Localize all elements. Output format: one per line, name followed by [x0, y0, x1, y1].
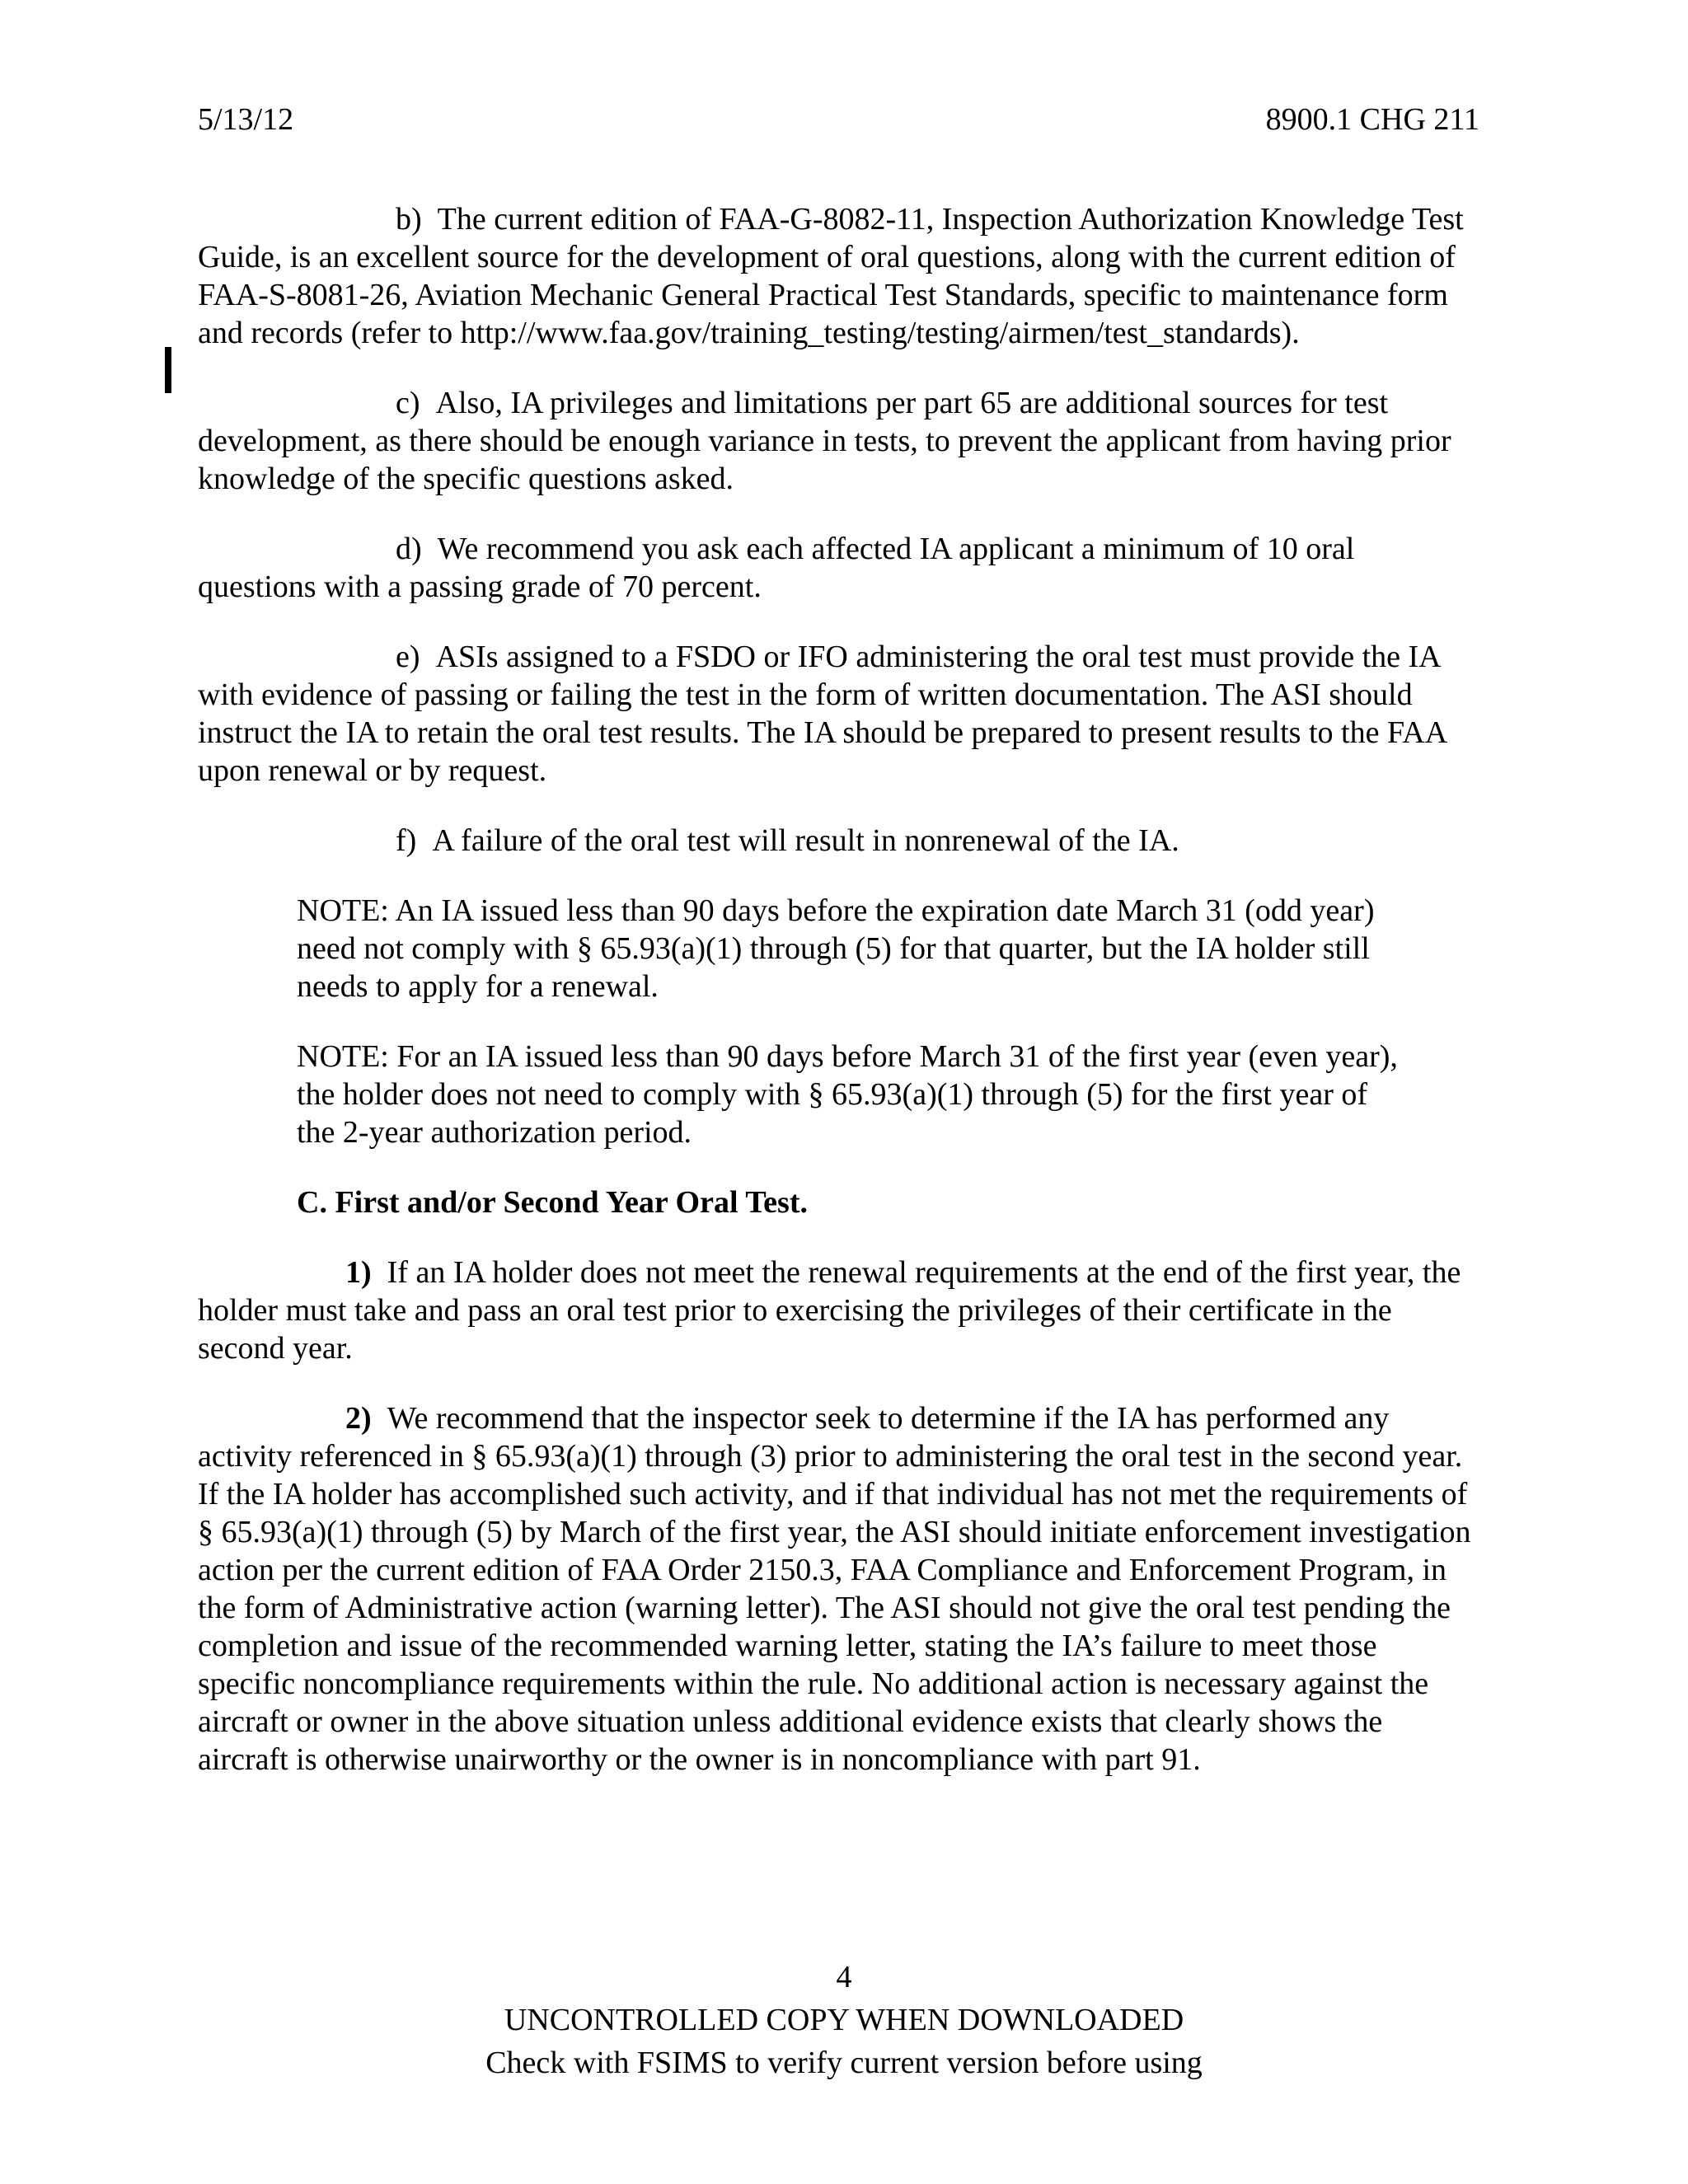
- paragraph-b-label: b): [396, 202, 422, 237]
- paragraph-e: [198, 638, 1480, 790]
- paragraph-b-tail: ).: [1281, 316, 1300, 350]
- header-date: 5/13/12: [198, 102, 294, 137]
- paragraph-c-text: Also, IA privileges and limitations per part 65 are additional sources for test development, as there should be enough variance in tests, to prevent the applicant from having prior knowledge of the specific questions asked.: [198, 386, 1451, 496]
- paragraph-d: [198, 530, 1480, 606]
- section-c-item-2-label: 2): [345, 1401, 372, 1436]
- section-c-item-1-text: If an IA holder does not meet the renewal requirements at the end of the first year, the holder must take and pass an oral test prior to exercising the privileges of their certificate in the second year.: [198, 1255, 1461, 1366]
- section-c-item-1: [198, 1254, 1480, 1367]
- paragraph-f-text: A failure of the oral test will result in nonrenewal of the IA.: [432, 823, 1179, 858]
- paragraph-c-label: c): [396, 386, 420, 420]
- section-c-heading: C. First and/or Second Year Oral Test.: [297, 1185, 808, 1220]
- revision-change-bar: [165, 347, 171, 393]
- paragraph-d-label: d): [396, 532, 422, 566]
- paragraph-b: [198, 200, 1480, 352]
- test-standards-link[interactable]: http://www.faa.gov/training_testing/testing/airmen/test_standards: [460, 316, 1282, 350]
- note-even-year: NOTE: For an IA issued less than 90 days before March 31 of the first year (even year), the holder does not need to comply with § 65.93(a)(1) through (5) for the first year of the 2-year authorization period.: [297, 1039, 1398, 1150]
- note-odd-year: NOTE: An IA issued less than 90 days before the expiration date March 31 (odd year) need not comply with § 65.93(a)(1) through (5) for that quarter, but the IA holder still needs to apply for a renewal.: [297, 893, 1375, 1004]
- fsims-verify-notice: Check with FSIMS to verify current version before using: [485, 2046, 1203, 2080]
- section-c-item-1-label: 1): [345, 1255, 372, 1290]
- section-c-item-2: [198, 1399, 1480, 1779]
- uncontrolled-copy-notice: UNCONTROLLED COPY WHEN DOWNLOADED: [504, 2003, 1184, 2037]
- paragraph-f: [198, 822, 1480, 860]
- section-c-item-2-text: We recommend that the inspector seek to determine if the IA has performed any activity referenced in § 65.93(a)(1) through (3) prior to administering the oral test in the second year. If the IA holder has accomplished such activity, and if that individual has not met the requirements of § 65.93(a)(1) through (5) by March of the first year, the ASI should initiate enforcement investigation action per the current edition of FAA Order 2150.3, FAA Compliance and Enforcement Program, in the form of Administrative action (warning letter). The ASI should not give the oral test pending the completion and issue of the recommended warning letter, stating the IA’s failure to meet those specific noncompliance requirements within the rule. No additional action is necessary against the aircraft or owner in the above situation unless additional evidence exists that clearly shows the aircraft is otherwise unairworthy or the owner is in noncompliance with part 91.: [198, 1401, 1471, 1777]
- paragraph-e-label: e): [396, 640, 420, 674]
- paragraph-c: [198, 384, 1480, 498]
- paragraph-f-label: f): [396, 823, 417, 858]
- paragraph-d-text: We recommend you ask each affected IA applicant a minimum of 10 oral questions with a passing grade of 70 percent.: [198, 532, 1355, 604]
- page-number: 4: [836, 1960, 852, 1994]
- paragraph-b-text: The current edition of FAA-G-8082-11, Inspection Authorization Knowledge Test Guide, is an excellent source for the development of oral questions, along with the current edition of FAA-S-8081-26, Aviation Mechanic General Practical Test Standards, specific to maintenance form and records (refer to: [198, 202, 1464, 350]
- header-doc-id: 8900.1 CHG 211: [1265, 102, 1479, 137]
- paragraph-e-text: ASIs assigned to a FSDO or IFO administering the oral test must provide the IA with evidence of passing or failing the test in the form of written documentation. The ASI should instruct the IA to retain the oral test results. The IA should be prepared to present results to the FAA upon renewal or by request.: [198, 640, 1447, 788]
- document-body: [198, 200, 1480, 1811]
- page-footer: [0, 1956, 1688, 2084]
